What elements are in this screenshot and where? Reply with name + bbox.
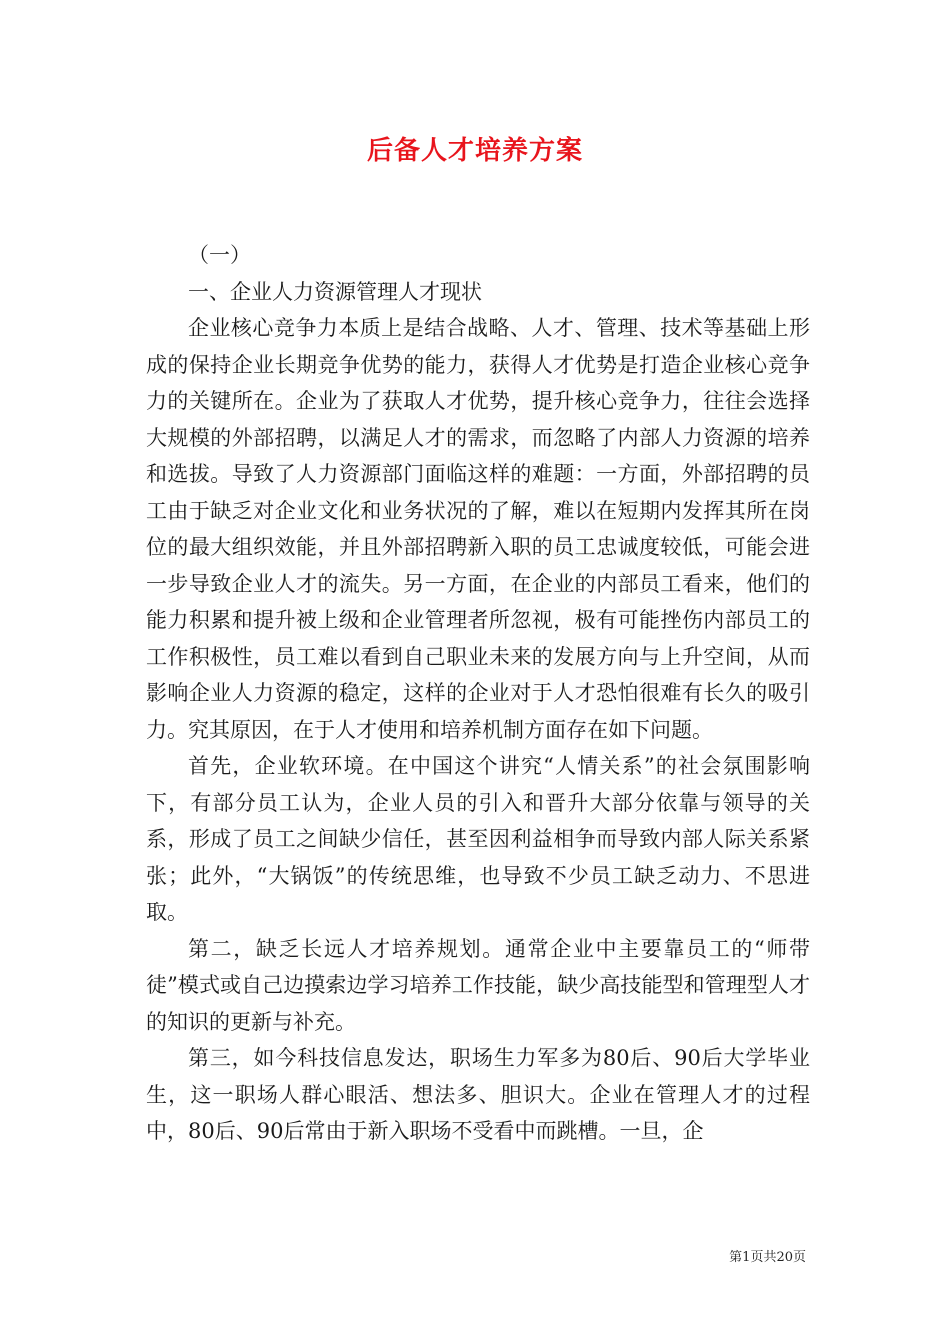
paragraph: 首先，企业软环境。在中国这个讲究“人情关系”的社会氛围影响下，有部分员工认为，企业人员的引入和晋升大部分依靠与领导的关系，形成了员工之间缺少信任，甚至因利益相争而导致内部人际关系紧张；此外，“大锅饭”的传统思维，也导致不少员工缺乏动力、不思进取。 <box>146 754 810 924</box>
paragraph: 第三，如今科技信息发达，职场生力军多为80后、90后大学毕业生，这一职场人群心眼活、想法多、胆识大。企业在管理人才的过程中，80后、90后常由于新入职场不受看中而跳槽。一旦，企 <box>146 1046 810 1143</box>
page-number: 第1页共20页 <box>729 1250 806 1265</box>
document-title: 后备人才培养方案 <box>366 136 583 166</box>
paragraph: 企业核心竞争力本质上是结合战略、人才、管理、技术等基础上形成的保持企业长期竞争优势的能力，获得人才优势是打造企业核心竞争力的关键所在。企业为了获取人才优势，提升核心竞争力，往往会选择大规模的外部招聘，以满足人才的需求，而忽略了内部人力资源的培养和选拔。导致了人力资源部门面临这样的难题：一方面，外部招聘的员工由于缺乏对企业文化和业务状况的了解，难以在短期内发挥其所在岗位的最大组织效能，并且外部招聘新入职的员工忠诚度较低，可能会进一步导致企业人才的流失。另一方面，在企业的内部员工看来，他们的能力积累和提升被上级和企业管理者所忽视，极有可能挫伤内部员工的工作积极性，员工难以看到自己职业未来的发展方向与上升空间，从而影响企业人力资源的稳定，这样的企业对于人才恐怕很难有长久的吸引力。究其原因，在于人才使用和培养机制方面存在如下问题。 <box>146 316 810 742</box>
section-marker: （一） <box>188 243 251 267</box>
section-heading: 一、企业人力资源管理人才现状 <box>188 279 482 304</box>
document-body <box>146 237 810 1150</box>
paragraph: 第二，缺乏长远人才培养规划。通常企业中主要靠员工的“师带徒”模式或自己边摸索边学习培养工作技能，缺少高技能型和管理型人才的知识的更新与补充。 <box>146 936 810 1034</box>
